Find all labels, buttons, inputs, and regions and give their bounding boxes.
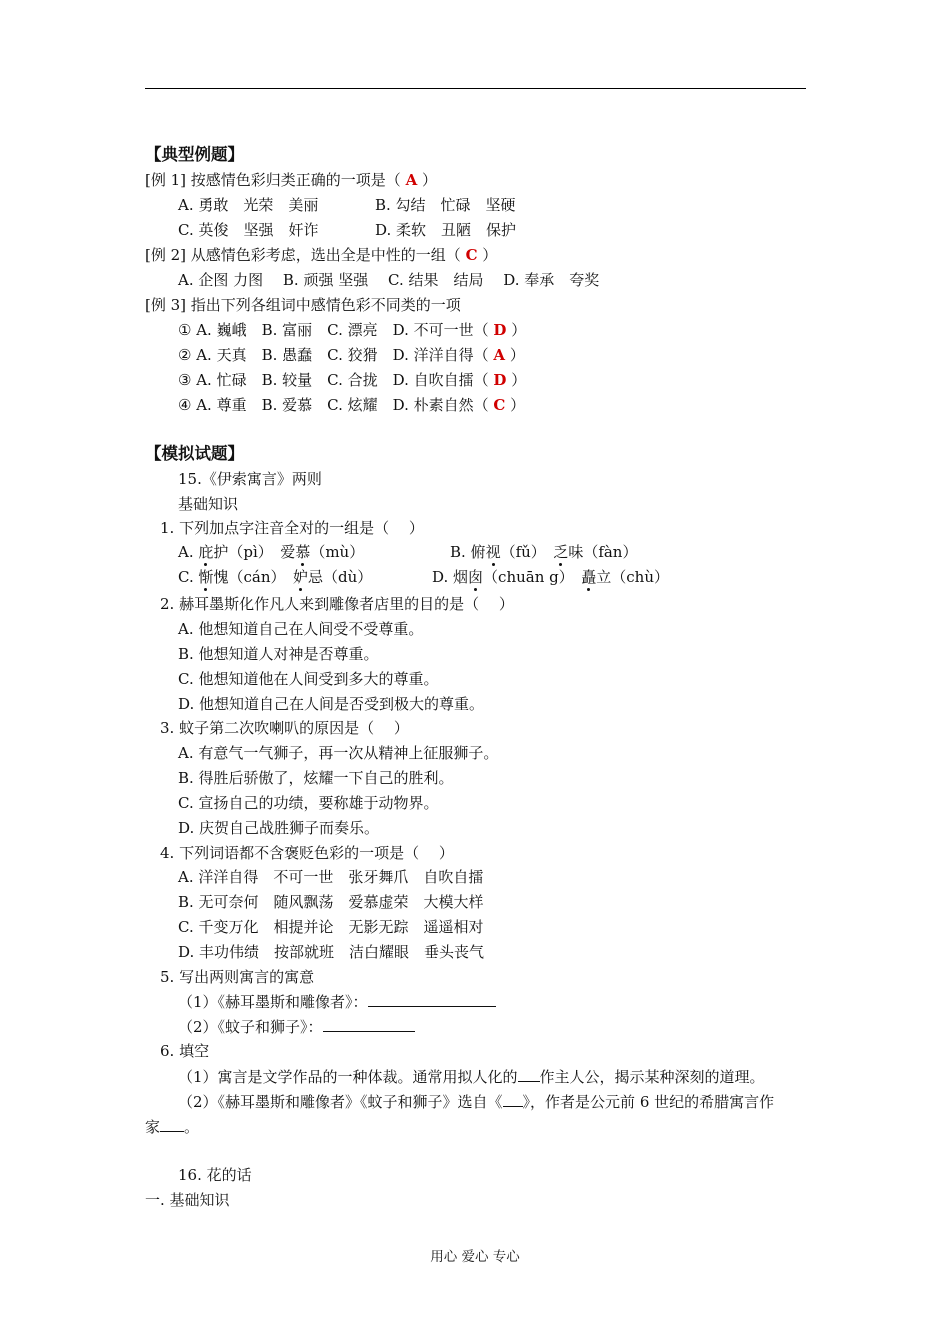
question-3-option-c: C. 宣扬自己的功绩，要称雄于动物界。	[178, 794, 439, 812]
question-4-option-a: A. 洋洋自得 不可一世 张牙舞爪 自吹自擂	[178, 868, 484, 886]
question-5-item-2: （2）《蚊子和狮子》：	[178, 1016, 415, 1037]
answer-blank[interactable]	[323, 1016, 415, 1032]
group-1-answer: D	[493, 321, 507, 339]
question-2-option-b: B. 他想知道人对神是否尊重。	[178, 645, 379, 663]
example-1-option-d: D. 柔软 丑陋 保护	[375, 221, 517, 239]
question-1-option-a: A. 庇护（pì） 爱慕（mù）	[178, 543, 365, 561]
page-footer: 用心 爱心 专心	[430, 1249, 520, 1265]
question-1: 1. 下列加点字注音全对的一组是（ ）	[160, 519, 424, 537]
section-heading-mock-test: 【模拟试题】	[145, 444, 244, 463]
answer-blank[interactable]	[160, 1116, 184, 1132]
example-3-group-1: ① A. 巍峨 B. 富丽 C. 漂亮 D. 不可一世（ D ）	[178, 321, 527, 339]
question-2-option-d: D. 他想知道自己在人间是否受到极大的尊重。	[178, 695, 485, 713]
answer-blank[interactable]	[518, 1066, 540, 1082]
basic-knowledge-label: 基础知识	[178, 495, 239, 513]
answer-blank[interactable]	[503, 1091, 523, 1107]
question-1-option-c: C. 惭愧（cán） 妒忌（dù）	[178, 568, 373, 586]
question-6-item-2: （2）《赫耳墨斯和雕像者》《蚊子和狮子》选自《 》，作者是公元前 6 世纪的希腊寓言作	[178, 1093, 775, 1111]
group-4-answer: C	[493, 396, 506, 414]
example-3-group-4: ④ A. 尊重 B. 爱慕 C. 炫耀 D. 朴素自然（ C ）	[178, 396, 526, 414]
section-heading-examples: 【典型例题】	[145, 145, 244, 164]
example-1-answer: A	[405, 171, 418, 189]
lesson-16-title: 16. 花的话	[178, 1166, 252, 1184]
example-2-options: A. 企图 力图 B. 顽强 坚强 C. 结果 结局 D. 奉承 夸奖	[178, 271, 600, 289]
question-6-item-2-continued: 家 。	[145, 1118, 200, 1136]
question-4: 4. 下列词语都不含褒贬色彩的一项是（ ）	[160, 844, 454, 862]
question-3-option-a: A. 有意气一气狮子，再一次从精神上征服狮子。	[178, 744, 499, 762]
question-4-option-b: B. 无可奈何 随风飘荡 爱慕虚荣 大模大样	[178, 893, 484, 911]
example-1-option-a: A. 勇敢 光荣 美丽	[178, 196, 319, 214]
answer-blank[interactable]	[368, 991, 496, 1007]
part-1-basic-knowledge: 一. 基础知识	[145, 1191, 230, 1209]
question-6-item-1: （1）寓言是文学作品的一种体裁。通常用拟人化的 作主人公，揭示某种深刻的道理。	[178, 1068, 765, 1086]
group-2-answer: A	[493, 346, 506, 364]
example-1-question: [例 1] 按感情色彩归类正确的一项是（ A ）	[145, 171, 437, 189]
lesson-15-title: 15.《伊索寓言》两则	[178, 470, 322, 488]
question-4-option-c: C. 千变万化 相提并论 无影无踪 遥遥相对	[178, 918, 484, 936]
example-2-question: [例 2] 从感情色彩考虑，选出全是中性的一组（ C ）	[145, 246, 498, 264]
example-3-group-3: ③ A. 忙碌 B. 较量 C. 合拢 D. 自吹自擂（ D ）	[178, 371, 527, 389]
example-3-question: [例 3] 指出下列各组词中感情色彩不同类的一项	[145, 296, 461, 314]
question-2-option-a: A. 他想知道自己在人间受不受尊重。	[178, 620, 424, 638]
question-1-option-d: D. 烟囱（chuān g） 矗立（chù）	[432, 568, 669, 586]
example-3-group-2: ② A. 天真 B. 愚蠢 C. 狡猾 D. 洋洋自得（ A ）	[178, 346, 525, 364]
group-3-answer: D	[493, 371, 507, 389]
question-2-option-c: C. 他想知道他在人间受到多大的尊重。	[178, 670, 439, 688]
question-3-option-b: B. 得胜后骄傲了，炫耀一下自己的胜利。	[178, 769, 454, 787]
question-3: 3. 蚊子第二次吹喇叭的原因是（ ）	[160, 719, 409, 737]
question-6: 6. 填空	[160, 1042, 210, 1060]
header-rule	[145, 88, 806, 89]
question-5-item-1: （1）《赫耳墨斯和雕像者》：	[178, 991, 496, 1012]
question-4-option-d: D. 丰功伟绩 按部就班 洁白耀眼 垂头丧气	[178, 943, 485, 961]
example-1-option-c: C. 英俊 坚强 奸诈	[178, 221, 319, 239]
question-5: 5. 写出两则寓言的寓意	[160, 968, 315, 986]
question-3-option-d: D. 庆贺自己战胜狮子而奏乐。	[178, 819, 380, 837]
question-2: 2. 赫耳墨斯化作凡人来到雕像者店里的目的是（ ）	[160, 595, 514, 613]
question-1-option-b: B. 俯视（fǔ） 乏味（fàn）	[450, 543, 638, 561]
example-2-answer: C	[465, 246, 478, 264]
example-1-option-b: B. 勾结 忙碌 坚硬	[375, 196, 516, 214]
